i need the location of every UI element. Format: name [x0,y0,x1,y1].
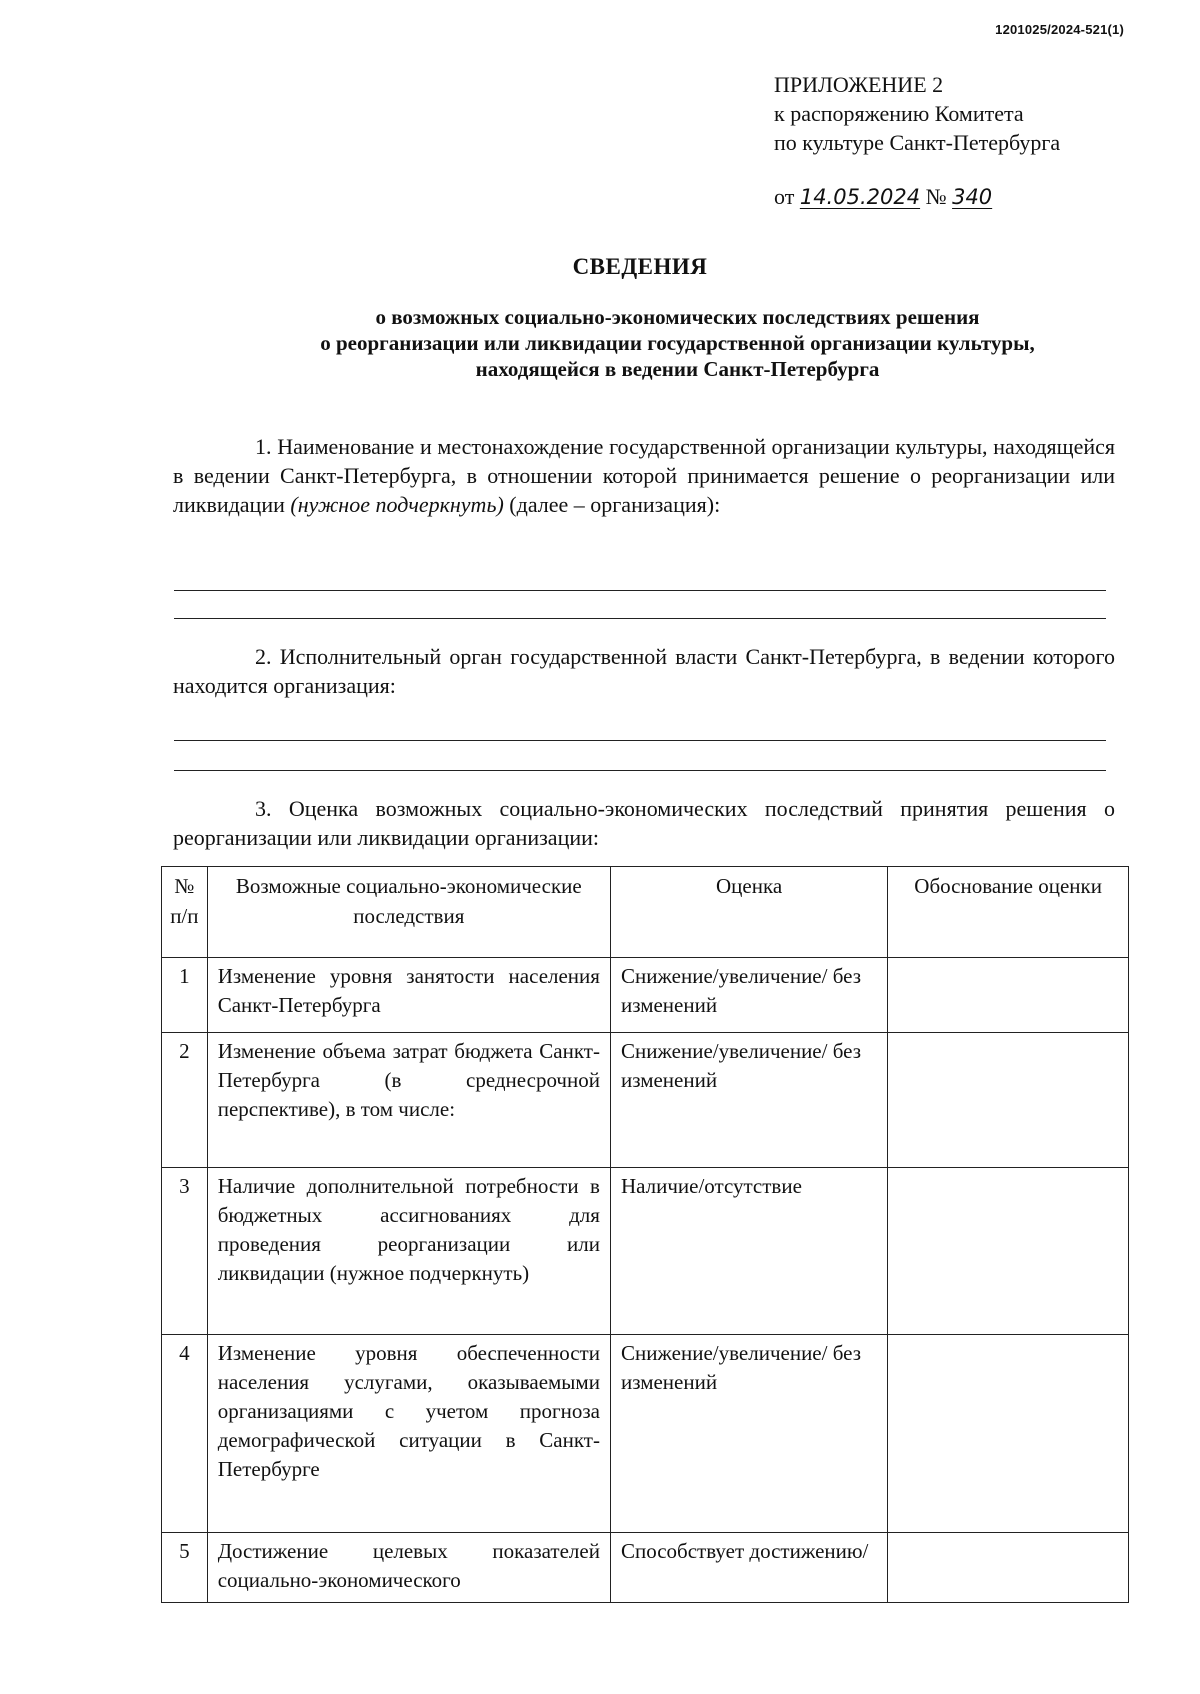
row-number: 3 [162,1168,208,1335]
fill-in-line [174,618,1106,619]
row-justification [888,1033,1129,1168]
handwritten-number: 340 [952,185,993,209]
number-prefix: № [925,184,947,209]
row-estimate: Снижение/увеличение/ без изменений [610,1335,887,1533]
section-1-paragraph [173,432,1115,519]
subtitle-line-1: о возможных социально-экономических последствиях решения [375,305,980,329]
section-3-text: 3. Оценка возможных социально-экономических последствий принятия решения о реорганизации или ликвидации организации: [173,796,1115,850]
row-number: 5 [162,1533,208,1603]
table-row [162,1168,1129,1335]
row-consequence: Изменение уровня занятости населения Санкт-Петербурга [207,958,610,1033]
row-consequence: Изменение объема затрат бюджета Санкт-Петербурга (в среднесрочной перспективе), в том числе: [207,1033,610,1168]
header-number-pp: п/п [170,904,199,928]
table-row [162,1033,1129,1168]
row-consequence: Достижение целевых показателей социально-экономического [207,1533,610,1603]
table-row [162,1533,1129,1603]
row-justification [888,1533,1129,1603]
row-estimate: Способствует достижению/ [610,1533,887,1603]
appendix-line-committee: по культуре Санкт-Петербурга [774,130,1061,155]
fill-in-line [174,770,1106,771]
row-consequence: Изменение уровня обеспеченности населения услугами, оказываемыми организациями с учетом прогноза демографической ситуации в Санкт-Петербурге [207,1335,610,1533]
section-1-text: 1. Наименование и местонахождение государственной организации культуры, находящейся в ведении Санкт-Петербурга, в отношении которой принимается решение о реорганизации или ликвидации [173,434,1115,517]
row-justification [888,1168,1129,1335]
row-justification [888,958,1129,1033]
date-prefix: от [774,184,795,209]
header-consequences: Возможные социально-экономические последствия [207,867,610,958]
fill-in-line [174,590,1106,591]
section-1-italic-note: (нужное подчеркнуть) [290,492,504,517]
table-header-row [162,867,1129,958]
header-estimate: Оценка [610,867,887,958]
header-number-sign: № [174,874,195,898]
row-number: 1 [162,958,208,1033]
row-number: 4 [162,1335,208,1533]
header-justification: Обоснование оценки [888,867,1129,958]
row-estimate: Снижение/увеличение/ без изменений [610,1033,887,1168]
document-id: 1201025/2024-521(1) [995,22,1124,37]
section-3-paragraph [173,794,1115,852]
row-justification [888,1335,1129,1533]
row-estimate: Снижение/увеличение/ без изменений [610,958,887,1033]
consequences-table [161,866,1129,1603]
table-row [162,958,1129,1033]
section-1-text-end: (далее – организация): [503,492,721,517]
fill-in-line [174,740,1106,741]
row-estimate: Наличие/отсутствие [610,1168,887,1335]
subtitle-line-2: о реорганизации или ликвидации государственной организации культуры, [320,331,1035,355]
subtitle-line-3: находящейся в ведении Санкт-Петербурга [475,357,880,381]
handwritten-date: 14.05.2024 [799,185,921,209]
header-number [162,867,208,958]
date-number-line [774,184,992,210]
appendix-header [774,70,1060,157]
section-2-paragraph [173,642,1115,700]
appendix-title: ПРИЛОЖЕНИЕ 2 [774,72,944,97]
table-row [162,1335,1129,1533]
document-subtitle [160,304,1120,382]
document-title: СВЕДЕНИЯ [572,254,708,279]
appendix-line-order: к распоряжению Комитета [774,101,1024,126]
section-2-text: 2. Исполнительный орган государственной власти Санкт-Петербурга, в ведении которого находится организация: [173,644,1115,698]
row-number: 2 [162,1033,208,1168]
row-consequence: Наличие дополнительной потребности в бюджетных ассигнованиях для проведения реорганизации или ликвидации (нужное подчеркнуть) [207,1168,610,1335]
